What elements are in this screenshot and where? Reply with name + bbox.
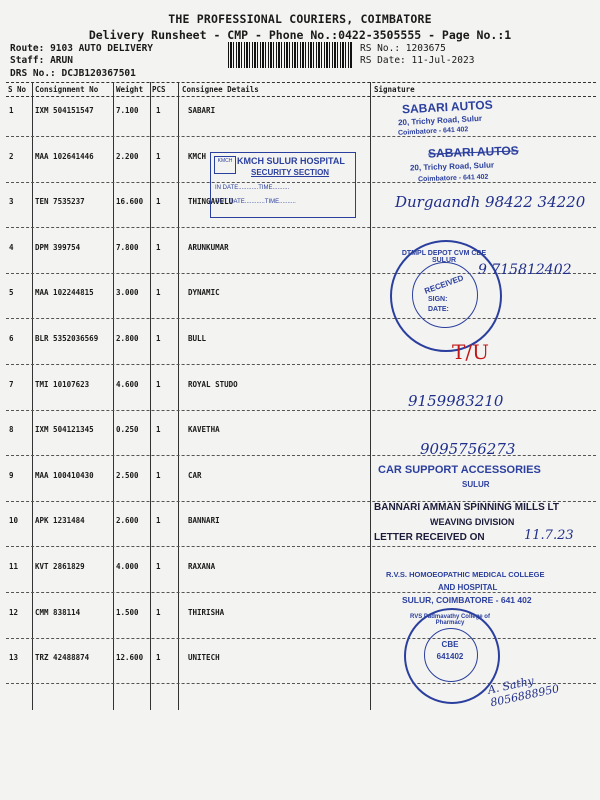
- kmch-security-stamp: [210, 152, 356, 218]
- row-separator: [6, 410, 596, 411]
- handwriting-row7: 9159983210: [408, 392, 504, 410]
- kmch-section: SECURITY SECTION: [251, 168, 330, 177]
- row-separator: [6, 136, 596, 137]
- cell-sno: 12: [9, 607, 19, 617]
- cell-sno: 7: [9, 379, 14, 389]
- cell-pcs: 1: [156, 288, 161, 298]
- cell-sno: 13: [9, 653, 19, 663]
- cell-cons: BLR 5352036569: [35, 334, 99, 343]
- table-header-rule: [6, 96, 596, 97]
- cell-name: ARUNKUMAR: [188, 242, 229, 252]
- cell-name: DYNAMIC: [188, 288, 220, 298]
- depot-ring-text: DTMPL DEPOT CVM CBE SULUR: [401, 250, 487, 264]
- college-ring-text: RVS Padmavathy College of Pharmacy: [410, 614, 490, 626]
- cell-name: UNITECH: [188, 653, 220, 663]
- staff-line: Staff: ARUN: [10, 55, 73, 66]
- rvs-hospital: AND HOSPITAL: [438, 583, 498, 592]
- depot-sign: SIGN:: [428, 296, 448, 303]
- cell-name: THIRISHA: [188, 607, 225, 617]
- cell-weight: 7.100: [116, 106, 139, 115]
- cell-sno: 6: [9, 334, 14, 343]
- letter-received: LETTER RECEIVED ON: [374, 532, 485, 543]
- cell-sno: 4: [9, 242, 14, 252]
- cell-weight: 3.000: [116, 288, 139, 298]
- cell-pcs: 1: [156, 334, 161, 343]
- kmch-title: KMCH SULUR HOSPITAL: [237, 156, 345, 166]
- row-separator: [6, 318, 596, 319]
- cell-weight: 2.500: [116, 470, 139, 480]
- col-header-consignee: Consignee Details: [182, 85, 259, 94]
- handwriting-row3: Durgaandh 98422 34220: [395, 193, 586, 211]
- kmch-logo: KMCH: [214, 156, 236, 174]
- cell-pcs: 1: [156, 379, 161, 389]
- row-separator: [6, 638, 596, 639]
- bannari-stamp: BANNARI AMMAN SPINNING MILLS LT: [374, 502, 559, 513]
- cell-cons: MAA 102244815: [35, 288, 94, 298]
- cell-weight: 2.800: [116, 334, 139, 343]
- college-cbe: CBE: [441, 640, 459, 649]
- cell-name: CAR: [188, 470, 202, 480]
- sabari-stamp-2-city: Coimbatore - 641 402: [417, 173, 489, 184]
- cell-sno: 2: [9, 151, 14, 161]
- handwriting-row10: 11.7.23: [524, 528, 574, 543]
- rs-no-line: RS No.: 1203675: [360, 43, 446, 54]
- col-sep: [370, 82, 371, 710]
- rvs-city: SULUR, COIMBATORE - 641 402: [402, 595, 532, 605]
- handwriting-row8: 9095756273: [420, 440, 516, 458]
- col-sep: [178, 82, 179, 710]
- cell-name: SABARI: [188, 106, 216, 115]
- runsheet-subtitle: Delivery Runsheet - CMP - Phone No.:0422-3505555 - Page No.:1: [88, 28, 512, 42]
- cell-cons: DPM 399754: [35, 242, 81, 252]
- barcode: [228, 42, 352, 68]
- cell-cons: APK 1231484: [35, 516, 85, 526]
- cell-weight: 7.800: [116, 242, 139, 252]
- weaving-division: WEAVING DIVISION: [430, 517, 515, 527]
- sabari-stamp-2-addr: 20, Trichy Road, Sulur: [409, 160, 495, 173]
- row-separator: [6, 227, 596, 228]
- cell-cons: TEN 7535237: [35, 197, 85, 207]
- cell-name: BULL: [188, 334, 207, 343]
- rvs-stamp: R.V.S. HOMOEOPATHIC MEDICAL COLLEGE: [386, 570, 545, 579]
- cell-pcs: 1: [156, 516, 161, 526]
- cell-weight: 2.600: [116, 516, 139, 526]
- route-line: Route: 9103 AUTO DELIVERY: [10, 43, 154, 54]
- kmch-out-line: OUT DATE............TIME..........: [215, 199, 296, 205]
- row-separator: [6, 592, 596, 593]
- handwriting-row4: 9 715812402: [478, 262, 572, 278]
- cell-pcs: 1: [156, 197, 161, 207]
- cell-cons: KVT 2861829: [35, 562, 85, 571]
- handwriting-row6: T/U: [452, 340, 489, 364]
- cell-name: THINGAVELU: [188, 197, 234, 207]
- cell-weight: 1.500: [116, 607, 139, 617]
- cell-cons: TRZ 42488874: [35, 653, 90, 663]
- col-sep: [150, 82, 151, 710]
- cell-cons: IXM 504151547: [35, 106, 94, 115]
- college-pin: 641402: [436, 652, 464, 661]
- rs-date-line: RS Date: 11-Jul-2023: [360, 55, 475, 66]
- car-support-sulur: SULUR: [462, 480, 490, 489]
- table-top-rule: [6, 82, 596, 83]
- cell-pcs: 1: [156, 151, 161, 161]
- cell-weight: 12.600: [116, 653, 144, 663]
- cell-pcs: 1: [156, 562, 161, 571]
- depot-date: DATE:: [428, 306, 449, 313]
- cell-pcs: 1: [156, 106, 161, 115]
- cell-cons: CMM 838114: [35, 607, 81, 617]
- cell-sno: 3: [9, 197, 14, 207]
- sabari-stamp-2: SABARI AUTOS: [427, 143, 519, 161]
- row-separator: [6, 364, 596, 365]
- cell-sno: 10: [9, 516, 19, 526]
- company-title: THE PROFESSIONAL COURIERS, COIMBATORE: [168, 12, 432, 26]
- col-header-pcs: PCS: [152, 85, 166, 94]
- kmch-in-line: IN DATE............TIME..........: [215, 185, 290, 191]
- cell-name: ROYAL STUDO: [188, 379, 238, 389]
- row-separator: [6, 546, 596, 547]
- cell-pcs: 1: [156, 425, 161, 435]
- cell-weight: 16.600: [116, 197, 144, 207]
- col-header-weight: Weight: [116, 85, 144, 94]
- cell-cons: MAA 100410430: [35, 470, 94, 480]
- cell-name: KMCH: [188, 151, 207, 161]
- cell-sno: 1: [9, 106, 14, 115]
- car-support-stamp: CAR SUPPORT ACCESSORIES: [378, 464, 541, 476]
- cell-weight: 4.000: [116, 562, 139, 571]
- col-sep: [113, 82, 114, 710]
- cell-cons: MAA 102641446: [35, 151, 94, 161]
- cell-weight: 4.600: [116, 379, 139, 389]
- cell-pcs: 1: [156, 242, 161, 252]
- cell-weight: 2.200: [116, 151, 139, 161]
- cell-pcs: 1: [156, 470, 161, 480]
- cell-name: KAVETHA: [188, 425, 220, 435]
- cell-sno: 11: [9, 562, 19, 571]
- cell-name: RAXANA: [188, 562, 216, 571]
- cell-name: BANNARI: [188, 516, 220, 526]
- cell-sno: 9: [9, 470, 14, 480]
- drs-line: DRS No.: DCJB120367501: [10, 68, 136, 79]
- col-sep: [32, 82, 33, 710]
- sabari-stamp-1: SABARI AUTOS: [401, 97, 493, 117]
- col-header-signature: Signature: [374, 85, 415, 94]
- depot-received: RECEIVED: [423, 273, 465, 296]
- col-header-consignment: Consignment No: [35, 85, 99, 94]
- cell-weight: 0.250: [116, 425, 139, 435]
- cell-sno: 8: [9, 425, 14, 435]
- cell-pcs: 1: [156, 607, 161, 617]
- cell-cons: TMI 10107623: [35, 379, 90, 389]
- col-header-sno: S No: [8, 85, 27, 94]
- handwriting-row13: A. Sathy 8056888950: [486, 674, 561, 710]
- sabari-stamp-1-city: Coimbatore - 641 402: [397, 126, 469, 137]
- cell-cons: IXM 504121345: [35, 425, 94, 435]
- cell-pcs: 1: [156, 653, 161, 663]
- sabari-stamp-1-addr: 20, Trichy Road, Sulur: [397, 113, 483, 128]
- cell-sno: 5: [9, 288, 14, 298]
